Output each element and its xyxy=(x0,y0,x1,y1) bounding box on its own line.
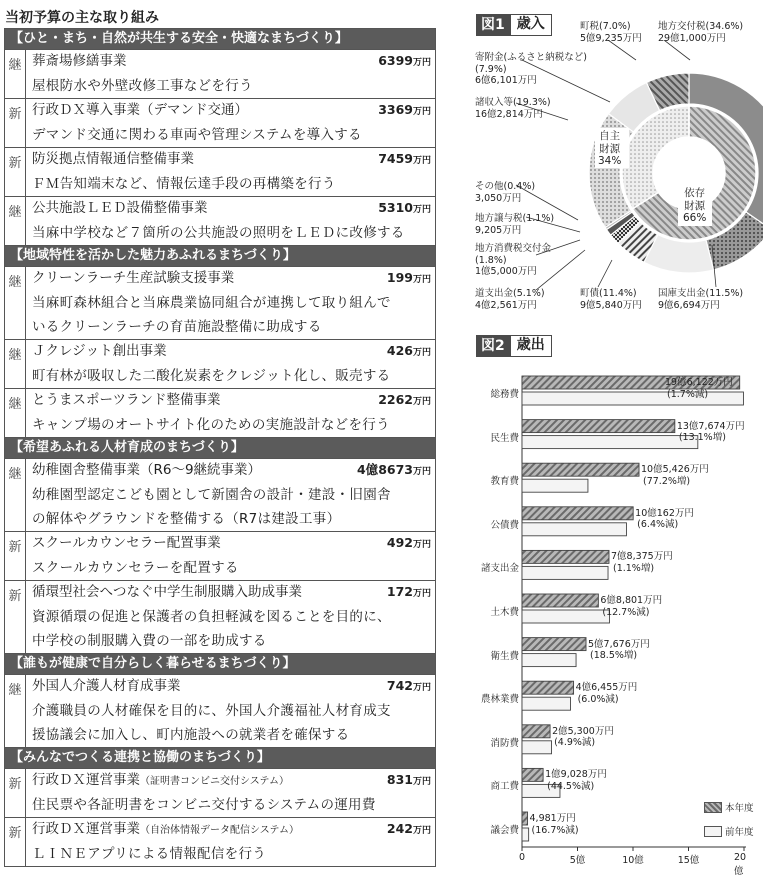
revenue-label-amount: 5億9,235万円 xyxy=(580,32,642,44)
initiative-name: 幼稚園舎整備事業（R6～9継続事業） xyxy=(32,462,262,478)
revenue-label-text: 地方譲与税(1.1%) xyxy=(475,213,555,224)
amount-value: 3369 xyxy=(378,102,413,117)
revenue-label-その他 xyxy=(475,181,535,204)
fig1-number: 図1 xyxy=(476,14,510,36)
initiative-row xyxy=(5,388,435,437)
bar-current-教育費 xyxy=(522,463,639,476)
initiative-body xyxy=(26,769,435,817)
initiative-name-wrap xyxy=(32,675,181,699)
bar-value-label xyxy=(611,551,673,574)
initiative-head xyxy=(32,581,431,605)
revenue-label-text: 町税(7.0%) xyxy=(580,21,631,32)
page-title: 当初予算の主な取り組み xyxy=(5,10,159,26)
initiative-description: スクールカウンセラーを配置する xyxy=(32,560,239,576)
bar-value-amount: 2億5,300万円 xyxy=(552,725,614,737)
amount-unit: 万円 xyxy=(412,205,431,215)
bar-current-衛生費 xyxy=(522,638,586,651)
revenue-label-text: その他(0.4%) xyxy=(475,181,536,192)
fig2-header xyxy=(476,335,552,357)
initiative-amount xyxy=(387,340,431,364)
initiative-name: 外国人介護人材育成事業 xyxy=(32,678,181,694)
legend-swatch xyxy=(704,826,722,837)
initiative-body xyxy=(26,197,435,245)
bar-current-土木費 xyxy=(522,594,598,607)
initiative-amount xyxy=(378,148,431,172)
initiative-name-wrap xyxy=(32,197,208,221)
revenue-label-pct: (1.8%) xyxy=(475,254,507,266)
initiative-name-wrap xyxy=(32,459,261,483)
initiative-description: 住民票や各証明書をコンビニ交付するシステムの運用費 xyxy=(32,797,376,813)
initiative-amount xyxy=(387,532,431,556)
amount-value: 492 xyxy=(386,535,413,550)
bar-value-label xyxy=(600,595,662,618)
inner-ring-label: 依存 財源 66% xyxy=(683,187,707,224)
initiative-name-wrap xyxy=(32,581,302,605)
initiative-name-wrap xyxy=(32,389,220,413)
x-tick-label: 0 xyxy=(518,852,526,863)
bar-value-label xyxy=(545,769,607,792)
legend-item xyxy=(704,800,754,814)
fig2-title: 歳出 xyxy=(510,335,552,357)
bar-current-商工費 xyxy=(522,768,543,781)
bar-value-change: (16.7%減) xyxy=(531,824,579,836)
bar-value-amount: 19億6,122万円 xyxy=(665,377,733,388)
bar-value-label xyxy=(677,421,745,444)
initiative-name: とうまスポーツランド整備事業 xyxy=(32,392,221,408)
initiative-head xyxy=(32,389,431,413)
initiative-description: 当麻中学校など７箇所の公共施設の照明をＬＥＤに改修する xyxy=(32,225,405,241)
bar-value-label xyxy=(641,464,709,487)
initiative-description: ＬＩＮＥアプリによる情報配信を行う xyxy=(32,846,267,862)
revenue-label-amount: 9億5,840万円 xyxy=(580,299,642,311)
initiative-description: いるクリーンラーチの育苗施設整備に助成する xyxy=(32,319,322,335)
revenue-label-諸収入等 xyxy=(475,97,551,120)
fig1-title: 歳入 xyxy=(510,14,552,36)
category-label: 総務費 xyxy=(490,389,519,400)
amount-unit: 万円 xyxy=(412,275,431,285)
revenue-label-amount: 4億2,561万円 xyxy=(475,299,537,311)
initiative-description-block xyxy=(32,699,431,747)
bar-value-label xyxy=(665,377,733,400)
amount-oku: 4億 xyxy=(356,462,379,477)
bar-previous-消防費 xyxy=(522,741,552,754)
fig1-header xyxy=(476,14,552,36)
initiative-name-wrap xyxy=(32,267,234,291)
amount-unit: 万円 xyxy=(412,777,431,787)
initiative-amount xyxy=(387,581,431,605)
x-tick-label: 15億 xyxy=(677,855,700,866)
amount-unit: 万円 xyxy=(412,826,431,836)
initiative-description: 幼稚園型認定こども園として新園舎の設計・建設・旧園舎 xyxy=(32,487,391,503)
initiative-row xyxy=(5,817,435,866)
initiative-description: 当麻町森林組合と当麻農業協同組合が連携して取り組んで xyxy=(32,295,391,311)
bar-current-消防費 xyxy=(522,725,550,738)
bar-previous-公債費 xyxy=(522,523,626,536)
fig2-number: 図2 xyxy=(476,335,510,357)
initiative-name: スクールカウンセラー配置事業 xyxy=(32,535,221,551)
initiative-description-block xyxy=(32,842,431,866)
initiative-description: キャンプ場のオートサイト化のための実施設計などを行う xyxy=(32,417,390,433)
bar-value-amount: 10億5,426万円 xyxy=(641,464,709,476)
bar-value-change: (13.1%増) xyxy=(678,432,726,444)
bar-current-農林業費 xyxy=(522,681,574,694)
bar-current-議会費 xyxy=(522,812,528,825)
bar-value-change: (18.5%増) xyxy=(590,650,638,662)
revenue-label-text: 町債(11.4%) xyxy=(580,288,637,299)
bar-value-change: (1.1%増) xyxy=(612,562,655,574)
initiative-row xyxy=(5,531,435,580)
amount-value: 2262 xyxy=(378,392,413,407)
revenue-label-町税 xyxy=(580,21,642,44)
status-tag: 継 xyxy=(5,50,26,98)
initiative-description-block xyxy=(32,793,431,817)
bar-previous-土木費 xyxy=(522,610,609,623)
bar-previous-教育費 xyxy=(522,479,588,492)
status-tag: 新 xyxy=(5,148,26,196)
initiative-name-note: （自治体情報データ配信システム） xyxy=(140,825,299,836)
initiative-name-wrap xyxy=(32,99,248,123)
bar-value-amount: 1億9,028万円 xyxy=(545,769,607,781)
initiative-head xyxy=(32,267,431,291)
revenue-label-地方交付税 xyxy=(658,21,743,44)
initiative-description-block xyxy=(32,123,431,147)
bar-value-change: (6.4%減) xyxy=(637,519,679,531)
initiative-body xyxy=(26,267,435,339)
initiative-row xyxy=(5,580,435,653)
status-tag: 新 xyxy=(5,769,26,817)
initiative-body xyxy=(26,675,435,747)
section-header: 【地域特性を活かした魅力あふれるまちづくり】 xyxy=(5,245,435,266)
initiative-body xyxy=(26,99,435,147)
initiative-amount xyxy=(387,769,431,793)
initiative-body xyxy=(26,581,435,653)
bar-value-amount: 7億8,375万円 xyxy=(610,551,673,563)
amount-value: 199 xyxy=(386,270,413,285)
bar-previous-議会費 xyxy=(522,828,529,841)
initiative-head xyxy=(32,148,431,172)
initiative-name: クリーンラーチ生産試験支援事業 xyxy=(32,270,235,286)
status-tag: 新 xyxy=(5,532,26,580)
bar-value-change: (44.5%減) xyxy=(547,780,595,792)
revenue-label-地方譲与税 xyxy=(475,213,554,236)
initiative-amount xyxy=(378,197,431,221)
initiative-row xyxy=(5,674,435,747)
status-tag: 継 xyxy=(5,459,26,531)
amount-unit: 万円 xyxy=(412,107,431,117)
x-tick-label: 5億 xyxy=(569,855,586,866)
amount-value: 742 xyxy=(386,678,413,693)
initiative-description-block xyxy=(32,483,431,531)
amount-unit: 万円 xyxy=(412,397,431,407)
revenue-label-amount: 9,205万円 xyxy=(475,224,522,236)
initiative-amount xyxy=(378,99,431,123)
revenue-label-寄附金 xyxy=(475,52,587,87)
category-label: 議会費 xyxy=(490,825,519,836)
initiative-amount xyxy=(357,459,431,483)
section-header: 【ひと・まち・自然が共生する安全・快適なまちづくり】 xyxy=(5,28,435,49)
initiative-name-wrap xyxy=(32,532,221,556)
bar-value-label xyxy=(552,726,614,749)
initiative-head xyxy=(32,459,431,483)
initiative-description: 援協議会に加入し、町内施設への就業者を確保する xyxy=(32,727,350,743)
leader-line xyxy=(598,260,612,287)
initiative-name-note: （証明書コンビニ交付システム） xyxy=(140,776,289,787)
initiative-head xyxy=(32,340,431,364)
initiative-row xyxy=(5,196,435,245)
bar-current-公債費 xyxy=(522,507,633,520)
initiative-description-block xyxy=(32,605,431,653)
initiative-amount xyxy=(387,675,431,699)
initiative-amount xyxy=(387,267,431,291)
bar-value-label xyxy=(576,682,638,705)
category-label: 商工費 xyxy=(490,781,519,793)
amount-unit: 万円 xyxy=(412,156,431,166)
status-tag: 継 xyxy=(5,267,26,339)
initiative-description-block xyxy=(32,221,431,245)
amount-unit: 万円 xyxy=(412,348,431,358)
bar-value-amount: 6億8,801万円 xyxy=(600,595,663,606)
initiative-head xyxy=(32,675,431,699)
initiative-name: 行政ＤＸ運営事業 xyxy=(32,821,140,837)
amount-value: 5310 xyxy=(378,200,413,215)
x-tick-label: 10億 xyxy=(622,855,644,866)
initiative-amount xyxy=(387,818,431,842)
category-label: 農林業費 xyxy=(480,694,519,706)
revenue-label-amount: 6億6,101万円 xyxy=(475,75,537,86)
initiative-row xyxy=(5,49,435,98)
amount-value: 8673 xyxy=(378,462,413,477)
revenue-label-amount: 1億5,000万円 xyxy=(475,266,537,277)
bar-value-change: (12.7%減) xyxy=(602,606,650,618)
amount-unit: 万円 xyxy=(412,589,431,599)
revenue-label-text: 地方交付税(34.6%) xyxy=(658,21,744,32)
initiative-description: デマンド交通に関わる車両や管理システムを導入する xyxy=(32,127,362,143)
bar-value-label xyxy=(530,813,579,836)
bar-value-amount: 4億6,455万円 xyxy=(575,682,638,694)
initiative-name-wrap xyxy=(32,148,194,172)
status-tag: 継 xyxy=(5,340,26,388)
status-tag: 新 xyxy=(5,581,26,653)
category-label: 諸支出金 xyxy=(480,563,519,575)
initiative-description-block xyxy=(32,291,431,339)
initiative-body xyxy=(26,818,435,866)
amount-value: 242 xyxy=(386,821,413,836)
initiative-body xyxy=(26,532,435,580)
initiative-body xyxy=(26,148,435,196)
initiative-description-block xyxy=(32,172,431,196)
amount-unit: 万円 xyxy=(412,58,431,68)
bar-previous-農林業費 xyxy=(522,697,571,710)
amount-value: 426 xyxy=(386,343,413,358)
section-header: 【誰もが健康で自分らしく暮らせるまちづくり】 xyxy=(5,653,435,674)
category-label: 衛生費 xyxy=(490,650,519,662)
status-tag: 新 xyxy=(5,818,26,866)
amount-unit: 万円 xyxy=(412,540,431,550)
status-tag: 新 xyxy=(5,99,26,147)
initiative-name: 葬斎場修繕事業 xyxy=(32,53,127,69)
initiative-amount xyxy=(378,50,431,74)
initiative-row xyxy=(5,458,435,531)
initiative-body xyxy=(26,389,435,437)
initiative-description: 中学校の制服購入費の一部を助成する xyxy=(32,633,267,649)
bar-value-change: (77.2%増) xyxy=(643,475,691,487)
initiative-description-block xyxy=(32,74,431,98)
category-label: 民生費 xyxy=(490,432,519,444)
bar-previous-民生費 xyxy=(522,436,698,449)
revenue-label-地方消費税交付金 xyxy=(475,243,551,278)
revenue-label-amount: 16億2,814万円 xyxy=(475,108,543,120)
status-tag: 継 xyxy=(5,675,26,747)
initiative-row xyxy=(5,98,435,147)
bar-value-amount: 13億7,674万円 xyxy=(676,420,745,432)
initiative-description-block xyxy=(32,556,431,580)
bar-value-label xyxy=(588,639,650,662)
legend-label: 前年度 xyxy=(725,827,754,838)
initiative-name: 防災拠点情報通信整備事業 xyxy=(32,151,194,167)
amount-value: 7459 xyxy=(378,151,413,166)
status-tag: 継 xyxy=(5,389,26,437)
bar-previous-衛生費 xyxy=(522,654,576,667)
revenue-label-text: 道支出金(5.1%) xyxy=(475,288,545,299)
initiative-head xyxy=(32,99,431,123)
revenue-label-amount: 29億1,000万円 xyxy=(658,32,726,44)
revenue-label-国庫支出金 xyxy=(658,288,743,311)
bar-value-change: (6.0%減) xyxy=(577,693,619,705)
revenue-label-amount: 3,050万円 xyxy=(475,192,522,204)
initiative-description: 介護職員の人材確保を目的に、外国人介護福祉人材育成支 xyxy=(32,703,391,719)
initiative-row xyxy=(5,266,435,339)
revenue-label-pct: (7.9%) xyxy=(475,63,507,75)
amount-unit: 万円 xyxy=(412,683,431,693)
bar-value-change: (4.9%減) xyxy=(554,737,596,749)
bar-value-label xyxy=(635,508,694,531)
initiative-description: 屋根防水や外壁改修工事などを行う xyxy=(32,78,253,94)
legend-label: 本年度 xyxy=(725,803,754,814)
bar-current-民生費 xyxy=(522,420,675,433)
initiative-row xyxy=(5,147,435,196)
amount-value: 6399 xyxy=(378,53,413,68)
initiative-description: 町有林が吸収した二酸化炭素をクレジット化し、販売する xyxy=(32,368,391,384)
initiative-head xyxy=(32,50,431,74)
initiative-name: 行政ＤＸ運営事業 xyxy=(32,772,140,788)
revenue-label-text: 国庫支出金(11.5%) xyxy=(658,288,744,299)
legend-swatch xyxy=(704,802,722,813)
category-label: 土木費 xyxy=(490,607,519,618)
initiative-row xyxy=(5,339,435,388)
bar-value-amount: 4,981万円 xyxy=(529,813,576,824)
status-tag: 継 xyxy=(5,197,26,245)
revenue-label-text: 地方消費税交付金 xyxy=(475,243,552,254)
category-label: 消防費 xyxy=(490,737,519,749)
initiative-description-block xyxy=(32,413,431,437)
amount-value: 831 xyxy=(386,772,413,787)
initiative-name-wrap xyxy=(32,50,127,74)
legend-item xyxy=(704,824,754,838)
category-label: 公債費 xyxy=(490,519,519,531)
initiative-description-block xyxy=(32,364,431,388)
section-header: 【希望あふれる人材育成のまちづくり】 xyxy=(5,437,435,458)
revenue-label-text: 寄附金(ふるさと納税など) xyxy=(475,52,587,63)
category-label: 教育費 xyxy=(490,476,519,488)
initiative-amount xyxy=(378,389,431,413)
inner-ring-label: 自主 財源 34% xyxy=(598,130,622,167)
initiative-description: の解体やグラウンドを整備する（R7は建設工事） xyxy=(32,511,341,527)
initiative-description: 資源循環の促進と保護者の負担軽減を図ることを目的に、 xyxy=(32,609,391,625)
section-header: 【みんなでつくる連携と協働のまちづくり】 xyxy=(5,747,435,768)
initiative-name: 行政ＤＸ導入事業（デマンド交通） xyxy=(32,102,248,118)
initiative-head xyxy=(32,197,431,221)
initiatives-table xyxy=(4,28,436,867)
revenue-label-amount: 9億6,694万円 xyxy=(658,299,720,311)
initiative-body xyxy=(26,50,435,98)
amount-value: 172 xyxy=(386,584,413,599)
bar-previous-諸支出金 xyxy=(522,566,608,579)
initiative-name: Ｊクレジット創出事業 xyxy=(32,343,167,359)
revenue-label-町債 xyxy=(580,288,642,311)
amount-unit: 万円 xyxy=(412,467,431,477)
initiative-name: 循環型社会へつなぐ中学生制服購入助成事業 xyxy=(32,584,302,600)
initiative-head xyxy=(32,769,431,793)
bar-value-amount: 5億7,676万円 xyxy=(588,638,650,650)
initiative-name-wrap xyxy=(32,818,299,842)
initiative-body xyxy=(26,459,435,531)
x-tick-label: 20億 xyxy=(734,852,747,877)
initiative-body xyxy=(26,340,435,388)
initiative-name: 公共施設ＬＥＤ設備整備事業 xyxy=(32,200,208,216)
revenue-label-道支出金 xyxy=(475,288,545,311)
bar-value-amount: 10億162万円 xyxy=(635,507,694,519)
initiative-row xyxy=(5,768,435,817)
initiative-head xyxy=(32,532,431,556)
bar-current-諸支出金 xyxy=(522,550,609,563)
revenue-label-text: 諸収入等(19.3%) xyxy=(475,97,551,108)
initiatives-panel xyxy=(4,8,436,867)
bar-value-change: (1.7%減) xyxy=(667,388,709,400)
initiative-head xyxy=(32,818,431,842)
initiative-description: ＦＭ告知端末など、情報伝達手段の再構築を行う xyxy=(32,176,336,192)
initiative-name-wrap xyxy=(32,340,167,364)
initiative-name-wrap xyxy=(32,769,289,793)
